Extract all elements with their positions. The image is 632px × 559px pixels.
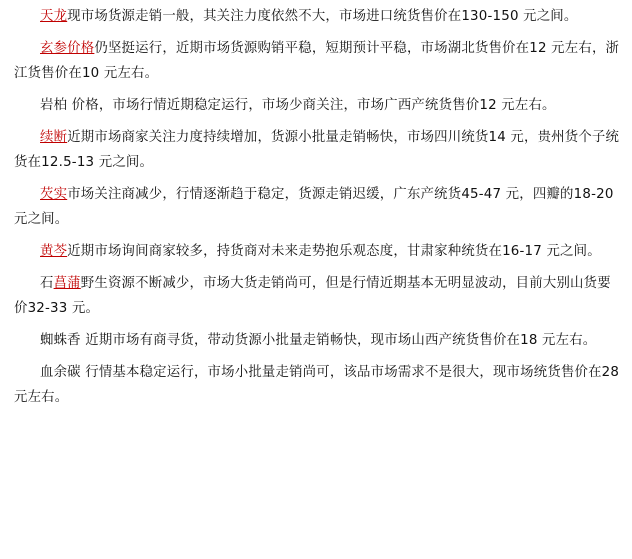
herb-name-link[interactable]: 芡实 — [40, 187, 68, 202]
paragraph-prefix: 血余碳 — [40, 365, 86, 380]
herb-name-link[interactable]: 黄芩 — [40, 244, 68, 259]
paragraph-prefix: 石 — [40, 276, 54, 291]
paragraph-prefix: 岩柏 价格 — [40, 98, 99, 113]
herb-name-link[interactable]: 天龙 — [40, 9, 68, 24]
paragraph-text: 仍坚挺运行，近期市场货源购销平稳，短期预计平稳，市场湖北货售价在12 元左右，浙江货售价在10 元左右。 — [14, 41, 620, 81]
paragraph-text: 野生资源不断减少，市场大货走销尚可，但是行情近期基本无明显波动，目前大别山货要价32-33 元。 — [14, 276, 611, 316]
paragraph-text: 近期市场询间商家较多，持货商对未来走势抱乐观态度，甘肃家种统货在16-17 元之间。 — [67, 244, 601, 259]
paragraph-yanbai — [14, 93, 620, 118]
herb-name-link[interactable]: 菖蒲 — [53, 276, 81, 291]
paragraph-shichangpu — [14, 271, 620, 321]
paragraph-huangqin — [14, 239, 620, 264]
herb-name-link[interactable]: 续断 — [40, 130, 68, 145]
paragraph-prefix: 蜘蛛香 — [40, 333, 86, 348]
paragraph-qianshi — [14, 182, 620, 232]
paragraph-xueyutan — [14, 360, 620, 410]
paragraph-text: 市场关注商减少，行情逐渐趋于稳定，货源走销迟缓，广东产统货45-47 元，四瓣的18-20 元之间。 — [14, 187, 614, 227]
paragraph-text: 近期市场有商寻货，带动货源小批量走销畅快，现市场山西产统货售价在18 元左右。 — [85, 333, 597, 348]
paragraph-text: 行情基本稳定运行，市场小批量走销尚可，该品市场需求不是很大，现市场统货售价在28 元左右。 — [14, 365, 620, 405]
herb-name-link[interactable]: 玄参价格 — [40, 41, 95, 56]
paragraph-xuduan — [14, 125, 620, 175]
paragraph-text: ，市场行情近期稳定运行，市场少商关注，市场广西产统货售价12 元左右。 — [98, 98, 556, 113]
paragraph-zhizhuxiang — [14, 328, 620, 353]
paragraph-xuanshen — [14, 36, 620, 86]
paragraph-text: 现市场货源走销一般，其关注力度依然不大，市场进口统货售价在130-150 元之间。 — [67, 9, 578, 24]
paragraph-text: 近期市场商家关注力度持续增加，货源小批量走销畅快，市场四川统货14 元，贵州货个子统货在12.5-13 元之间。 — [14, 130, 620, 170]
paragraph-tianlong — [14, 4, 620, 29]
